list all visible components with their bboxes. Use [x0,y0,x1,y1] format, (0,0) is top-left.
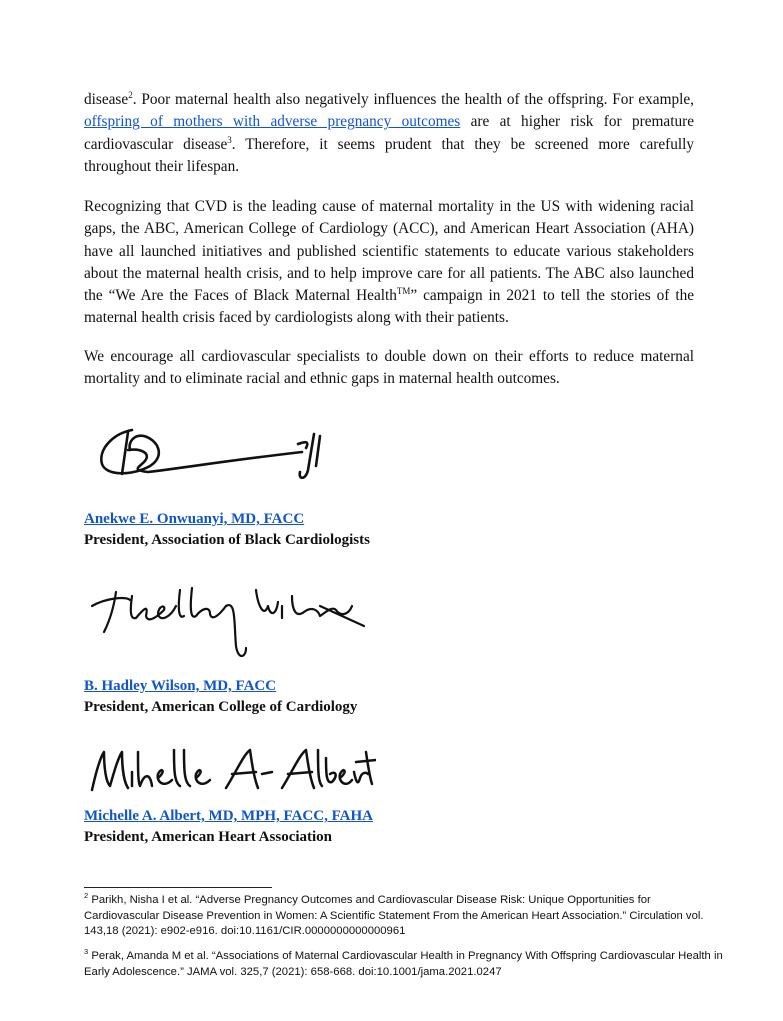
footnote-3 [84,949,724,980]
footnote-divider [84,887,272,888]
signatory-name-link[interactable]: B. Hadley Wilson, MD, FACC [84,678,277,694]
signatory-albert [84,806,373,848]
signatory-wilson [84,676,357,718]
paragraph-initiatives: Recognizing that CVD is the leading cause of maternal mortality in the US with widening racial gaps, the ABC, American College of Cardiology (ACC), and American Heart Association (AHA) have all launched initiatives and published scientific statements to educate various stakeholders about the maternal health crisis, and to help improve care for all patients. The ABC also launched the “We Are the Faces of Black Maternal Health™” campaign in 2021 to tell the stories of the maternal health crisis faced by cardiologists along with their patients. [84,198,695,327]
signatory-title: President, Association of Black Cardiologists [84,532,370,548]
footnote-text: Perak, Amanda M et al. “Associations of Maternal Cardiovascular Health in Pregnancy With Offspring Cardiovascular Health in Early Adolescence.” JAMA vol. 325,7 (2021): 658-668. doi:10.1001/jama.2021.0247 [84,950,723,978]
footnote-text: Parikh, Nisha I et al. “Adverse Pregnancy Outcomes and Cardiovascular Disease Risk: Unique Opportunities for Cardiovascular Disease Prevention in Women: A Scientific Statement From the American Heart Association.” Circulation vol. 143,18 (2021): e902-e916. doi:10.1161/CIR.0000000000000961 [84,894,704,937]
trademark-mark: TM [396,286,411,297]
signatory-name-link[interactable]: Anekwe E. Onwuanyi, MD, FACC [84,511,305,527]
signatory-onwuanyi [84,509,370,551]
signatory-title: President, American College of Cardiology [84,699,358,715]
onwuanyi-signature-image [92,418,337,488]
footnote-number: 2 [84,891,89,901]
wilson-signature-image [86,576,376,664]
footnote-2 [84,893,724,940]
footnote-ref-3[interactable]: 3 [227,134,232,145]
footnote-ref-2[interactable]: 2 [128,89,133,100]
signatory-name-link[interactable]: Michelle A. Albert, MD, MPH, FACC, FAHA [84,808,373,824]
paragraph-call-to-action: We encourage all cardiovascular specialists to double down on their efforts to reduce maternal mortality and to eliminate racial and ethnic gaps in maternal health outcomes. [84,348,694,388]
offspring-outcomes-link[interactable]: offspring of mothers with adverse pregnancy outcomes [84,113,461,131]
footnote-number: 3 [84,947,89,957]
paragraph-offspring-risk: disease$^2$. Poor maternal health also negatively influences the health of the offspring. For example, offspring of mothers with adverse pregnancy outcomes are at higher risk for premature cardiovascular disease$^3$. Therefore, it seems prudent that they be screened more carefully throughout their lifespan. [84,89,695,175]
signatory-title: President, American Heart Association [84,829,333,845]
albert-signature-image [86,742,376,804]
